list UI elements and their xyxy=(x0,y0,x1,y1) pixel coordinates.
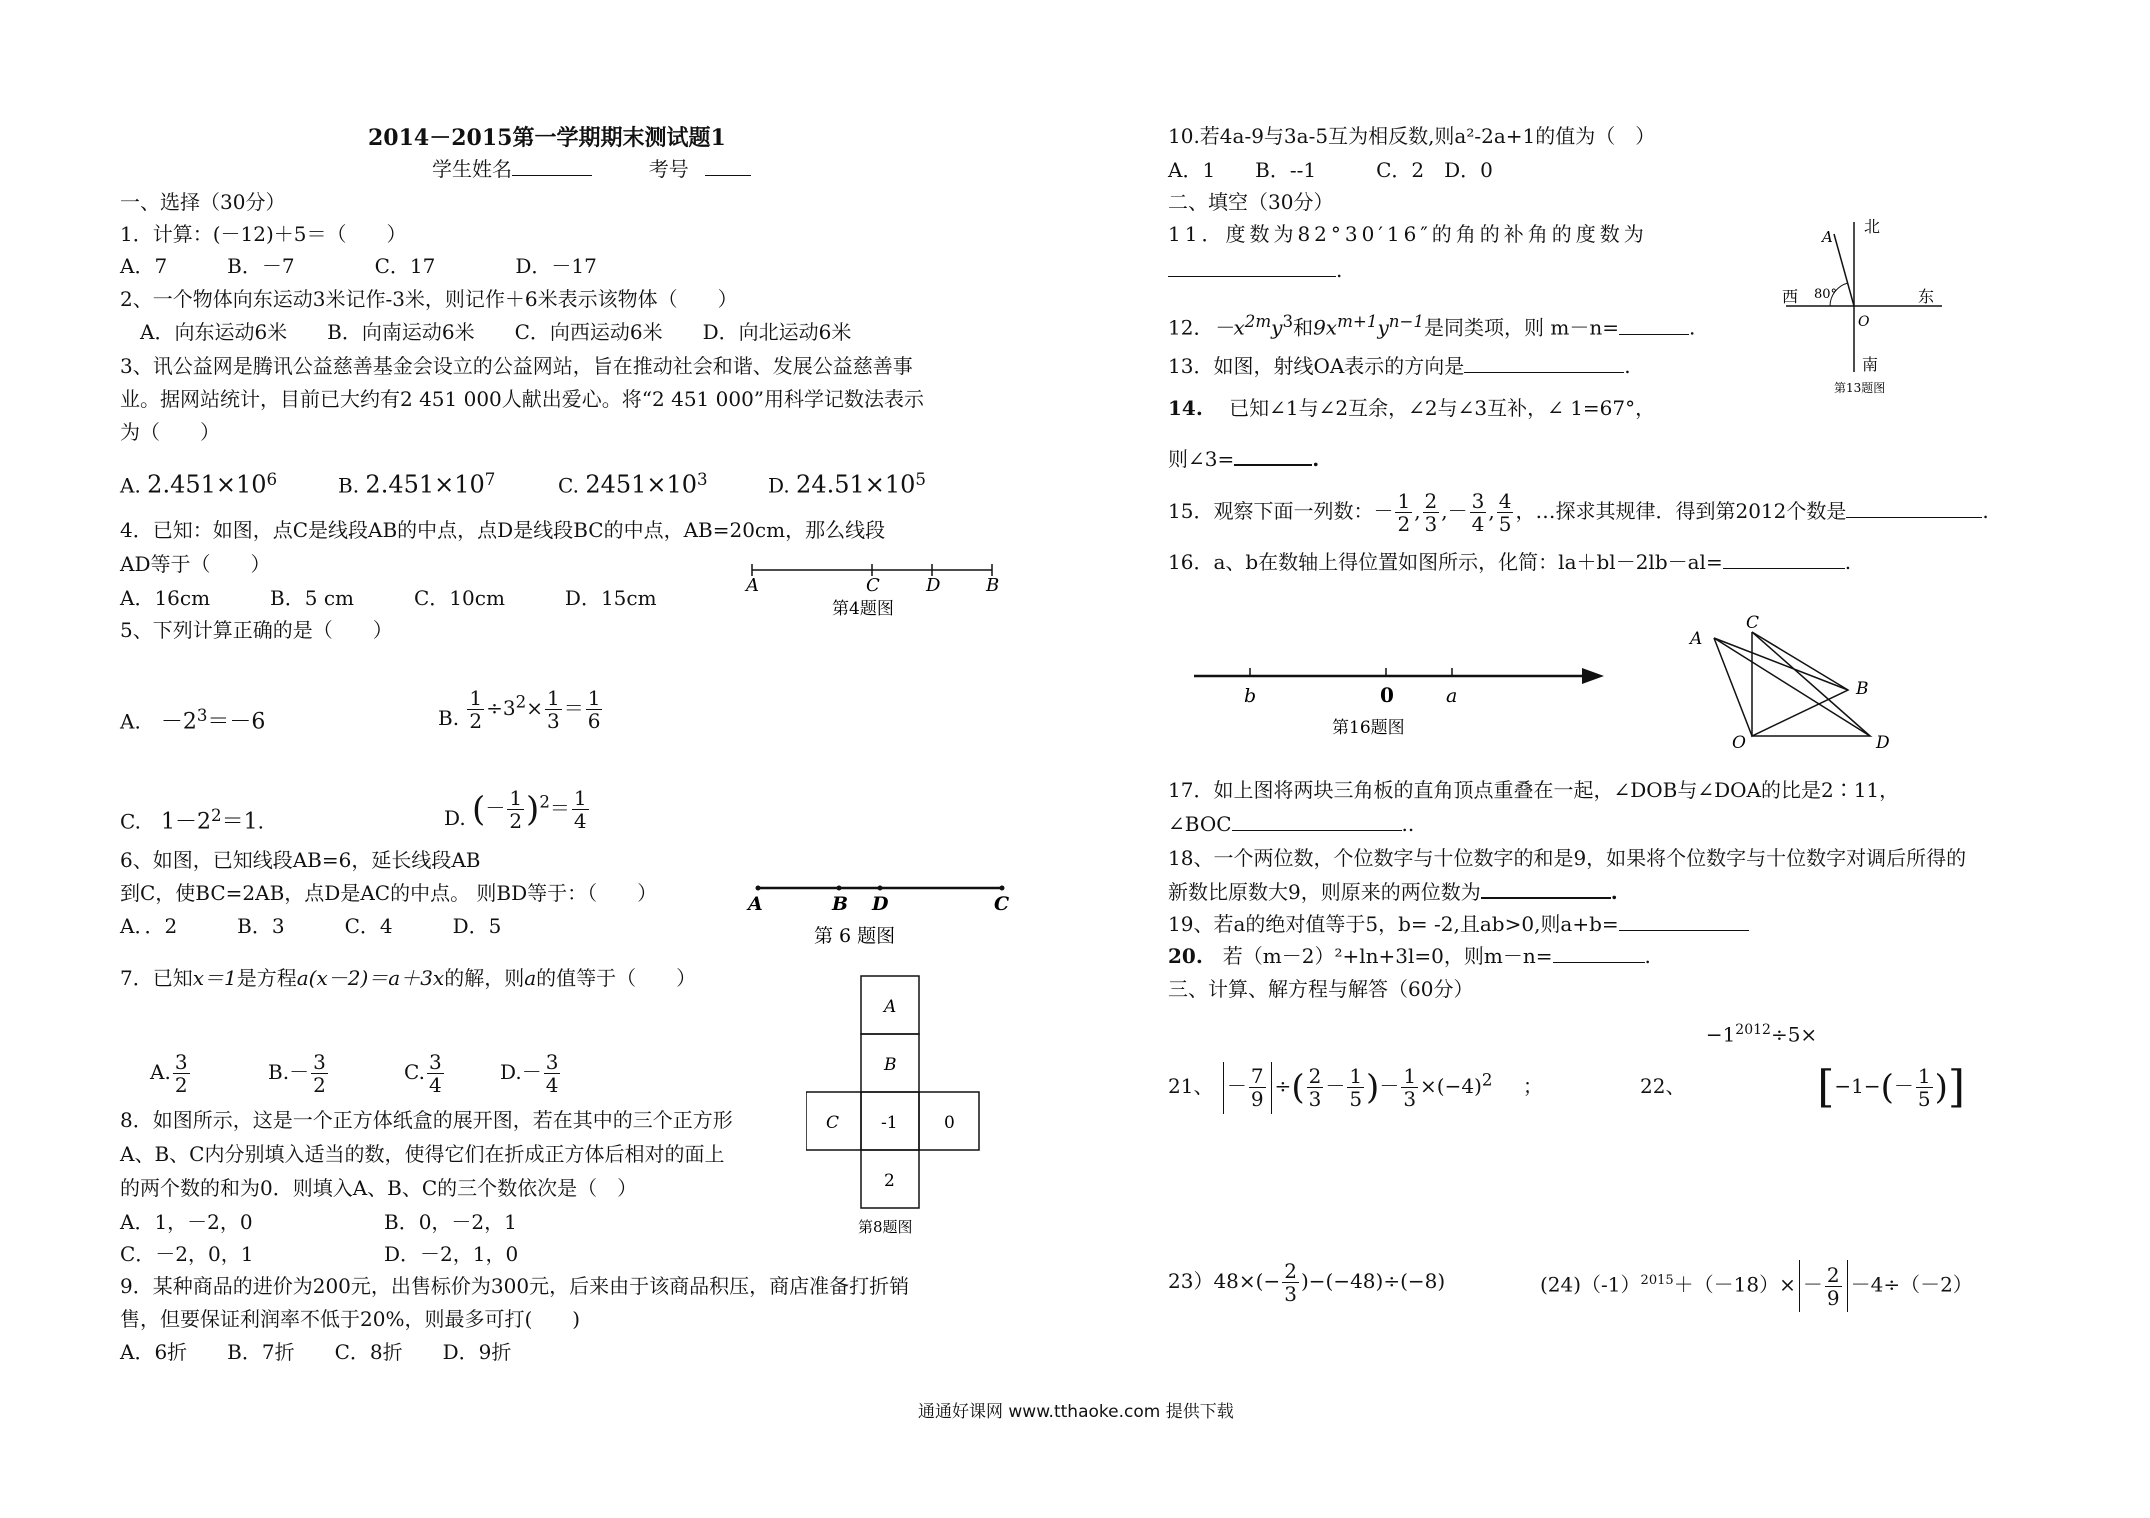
q4-line1: 4．已知：如图，点C是线段AB的中点，点D是线段BC的中点，AB=20cm，那么线段 xyxy=(120,518,886,542)
south-label: 南 xyxy=(1862,355,1879,374)
q3-line2: 业。据网站统计，目前已大约有2 451 000人献出爱心。将“2 451 000”用科学记数法表示 xyxy=(120,387,925,411)
q8-line3: 的两个数的和为0．则填入A、B、C的三个数依次是（ ） xyxy=(120,1176,638,1200)
tri-point-b: B xyxy=(1856,679,1869,699)
point-b-label: b xyxy=(1244,685,1257,707)
q5-option-c: C. $1-2^2=1$. xyxy=(120,806,264,835)
q4-point-b: B xyxy=(986,575,1000,596)
q20: 20. 若（m－2）²+ln+3l=0，则m－n= . xyxy=(1168,944,1651,968)
q15-answer-blank[interactable] xyxy=(1846,497,1982,518)
net-cell-a: A xyxy=(884,997,897,1017)
q3-line3: 为（ ） xyxy=(120,420,220,444)
q3-option-c: C. $2451\times 10^3$ xyxy=(558,470,708,499)
q4-options: A．16cm B．5 cm C．10cm D．15cm xyxy=(120,586,657,610)
q8-option-a: A．1，－2，0 xyxy=(120,1210,253,1234)
ray-a-label: A xyxy=(1822,228,1833,246)
q18-line1: 18、一个两位数，个位数字与十位数字的和是9，如果将个位数字与十位数字对调后所得的 xyxy=(1168,846,1967,870)
q6-line2: 到C，使BC=2AB，点D是AC的中点。 则BD等于：（ ） xyxy=(120,881,658,905)
q11-answer-blank[interactable] xyxy=(1168,256,1336,277)
q14-line1: 14. 已知∠1与∠2互余，∠2与∠3互补，∠ 1=67°， xyxy=(1168,396,1656,420)
q6-point-b: B xyxy=(832,893,849,915)
student-name-label: 学生姓名 xyxy=(432,157,512,181)
tri-point-a: A xyxy=(1690,629,1703,649)
q8-cube-net xyxy=(806,970,996,1240)
q6-figure xyxy=(744,874,1018,950)
q8-line1: 8．如图所示，这是一个正方体纸盒的展开图，若在其中的三个正方形 xyxy=(120,1108,733,1132)
q5-option-b: B. $\frac{1}{2}$ $\div 3^2\times$ $\frac{1}{3}$ ＝ $\frac{1}{6}$ xyxy=(438,686,601,733)
east-label: 东 xyxy=(1918,287,1935,306)
q22: 22、 $-1^{2012}\div 5\times[-1-(-$ $\frac{1}{5}$ )] xyxy=(1640,1022,1966,1113)
section1-title: 一、选择（30分） xyxy=(120,190,286,214)
q21: 21、 － $\frac{7}{9}$ ÷( $\frac{2}{3}$ － $\frac{1}{5}$ )－ $\frac{1}{3}$ $\times(-4)^2$ ； xyxy=(1168,1010,1543,1090)
q1-stem: 1．计算：(－12)＋5＝（ ） xyxy=(120,222,407,246)
q4-point-a: A xyxy=(746,575,759,596)
q5-option-a: A. $-2^3=-6$ xyxy=(120,706,266,735)
q11-line1: 11．度数为82°30′16″的角的补角的度数为 xyxy=(1168,222,1648,246)
q6-point-d: D xyxy=(872,893,889,915)
student-name-field[interactable] xyxy=(512,155,592,176)
exam-title: 2014－2015第一学期期末测试题1 xyxy=(368,125,726,151)
tri-point-d: D xyxy=(1876,733,1890,753)
q9-line2: 售，但要保证利润率不低于20%，则最多可打( ) xyxy=(120,1307,581,1331)
section2-title: 二、填空（30分） xyxy=(1168,190,1334,214)
zero-label: 0 xyxy=(1380,683,1394,707)
q16-number-line xyxy=(1190,654,1610,748)
q6-options: A．．2 B．3 C．4 D．5 xyxy=(120,914,502,938)
q18-answer-blank[interactable] xyxy=(1481,877,1611,899)
q5-stem: 5、下列计算正确的是（ ） xyxy=(120,618,393,642)
q9-line1: 9．某种商品的进价为200元，出售标价为300元，后来由于该商品积压，商店准备打折销 xyxy=(120,1274,910,1298)
net-cell-b: B xyxy=(884,1055,897,1075)
tri-point-o: O xyxy=(1732,733,1746,753)
q7-options xyxy=(150,1018,670,1097)
q20-answer-blank[interactable] xyxy=(1553,942,1645,963)
q6-point-a: A xyxy=(748,893,763,915)
q1-options: A．7 B．－7 C．17 D．－17 xyxy=(120,254,597,278)
student-name-row xyxy=(432,155,751,183)
point-a-label: a xyxy=(1446,685,1458,707)
q2-options: A．向东运动6米 B．向南运动6米 C．向西运动6米 D．向北运动6米 xyxy=(140,320,852,344)
q17-triangles-figure xyxy=(1680,614,1930,754)
exam-number-field[interactable] xyxy=(705,155,751,176)
q6-caption: 第 6 题图 xyxy=(814,925,896,947)
q7-option-c: C. $\frac{3}{4}$ xyxy=(404,1050,442,1097)
q23: 23）48×(− $\frac{2}{3}$ )−(−48)÷(−8) xyxy=(1168,1259,1446,1306)
q19-answer-blank[interactable] xyxy=(1619,910,1749,931)
q10-stem: 10.若4a-9与3a-5互为相反数,则a²-2a+1的值为（ ） xyxy=(1168,124,1656,148)
q4-figure xyxy=(742,556,1002,622)
q14-line2: 则∠3= . xyxy=(1168,444,1319,473)
q13-compass-figure xyxy=(1778,212,1950,402)
q14-answer-blank[interactable] xyxy=(1234,444,1312,466)
q18-line2: 新数比原数大9，则原来的两位数为 . xyxy=(1168,877,1618,906)
q8-option-d: D．－2，1，0 xyxy=(384,1242,519,1266)
tri-point-c: C xyxy=(1746,614,1760,633)
q3-option-d: D. $24.51\times 10^5$ xyxy=(768,470,927,499)
q7-option-d: D.－ $\frac{3}{4}$ xyxy=(500,1050,559,1097)
origin-o-label: O xyxy=(1858,314,1870,330)
q16-answer-blank[interactable] xyxy=(1723,548,1845,569)
q24: $(24)(-1)^{2015}+(-18)\times$ － $\frac{2}{9}$ －4÷（－2） xyxy=(1540,1248,1973,1314)
q2-stem: 2、一个物体向东运动3米记作-3米，则记作＋6米表示该物体（ ） xyxy=(120,287,738,311)
q4-point-c: C xyxy=(866,575,880,596)
q12-answer-blank[interactable] xyxy=(1619,314,1689,335)
net-cell-2: 2 xyxy=(884,1171,895,1191)
q13-answer-blank[interactable] xyxy=(1464,352,1624,373)
q15: 15．观察下面一列数：－ $\frac{1}{2}$ , $\frac{2}{3}$ ,－ $\frac{3}{4}$ , $\frac{4}{5}$ ，…探求其规律．得到第2012个数是 . xyxy=(1168,489,1989,536)
q19: 19、若a的绝对值等于5，b= -2,且ab>0,则a+b= xyxy=(1168,910,1749,938)
net-cell-minus1: -1 xyxy=(881,1113,898,1133)
q6-point-c: C xyxy=(994,893,1010,915)
q17-line1: 17．如上图将两块三角板的直角顶点重叠在一起，∠DOB与∠DOA的比是2∶11， xyxy=(1168,778,1900,802)
q7-option-b: B.－ $\frac{3}{2}$ xyxy=(268,1050,326,1097)
angle-label: 80° xyxy=(1814,287,1838,302)
q4-line2: AD等于（ ） xyxy=(120,552,271,576)
q13: 13．如图，射线OA表示的方向是 . xyxy=(1168,354,1631,378)
q11-line2: . xyxy=(1168,256,1342,284)
q8-line2: A、B、C内分别填入适当的数，使得它们在折成正方体后相对的面上 xyxy=(120,1142,725,1166)
net-cell-c: C xyxy=(826,1113,840,1133)
north-label: 北 xyxy=(1864,217,1881,236)
q16-caption: 第16题图 xyxy=(1332,718,1405,738)
q16: 16．a、b在数轴上得位置如图所示，化简：la＋bl－2lb－al= . xyxy=(1168,550,1852,574)
net-cell-0: 0 xyxy=(944,1113,955,1133)
q9-options: A．6折 B．7折 C．8折 D．9折 xyxy=(120,1340,512,1364)
q17-answer-blank[interactable] xyxy=(1232,810,1402,831)
q7-option-a: A. $\frac{3}{2}$ xyxy=(150,1050,188,1097)
q5-option-d: D. (－ $\frac{1}{2}$ )$^2$＝ $\frac{1}{4}$ xyxy=(444,786,587,833)
q3-line1: 3、讯公益网是腾讯公益慈善基金会设立的公益网站，旨在推动社会和谐、发展公益慈善事 xyxy=(120,354,913,378)
q4-point-d: D xyxy=(926,575,941,596)
q13-caption: 第13题图 xyxy=(1834,381,1886,395)
q10-options: A．1 B．--1 C．2 D．0 xyxy=(1168,158,1493,182)
q17-line2: ∠BOC .. xyxy=(1168,812,1415,836)
section3-title: 三、计算、解方程与解答（60分） xyxy=(1168,977,1474,1001)
q3-option-b: B. $2.451\times 10^7$ xyxy=(338,470,496,499)
q12: 12．$-x^{2m}y^3$和$9x^{m+1}y^{n-1}$是同类项，则 m－n= . xyxy=(1168,312,1696,340)
q3-option-a: A. $2.451\times 10^6$ xyxy=(120,470,278,499)
q8-option-c: C．－2，0，1 xyxy=(120,1242,254,1266)
q8-option-b: B．0，－2，1 xyxy=(384,1210,517,1234)
q7-stem: 7．已知x＝1是方程a(x－2)＝a＋3x的解，则a的值等于（ ） xyxy=(120,966,697,990)
q6-line1: 6、如图，已知线段AB=6，延长线段AB xyxy=(120,848,481,872)
footer-download-text: 通通好课网 www.tthaoke.com 提供下载 xyxy=(918,1402,1234,1422)
q4-caption: 第4题图 xyxy=(832,599,894,619)
exam-number-label: 考号 xyxy=(648,157,689,181)
q8-caption: 第8题图 xyxy=(858,1218,913,1236)
west-label: 西 xyxy=(1782,287,1799,306)
